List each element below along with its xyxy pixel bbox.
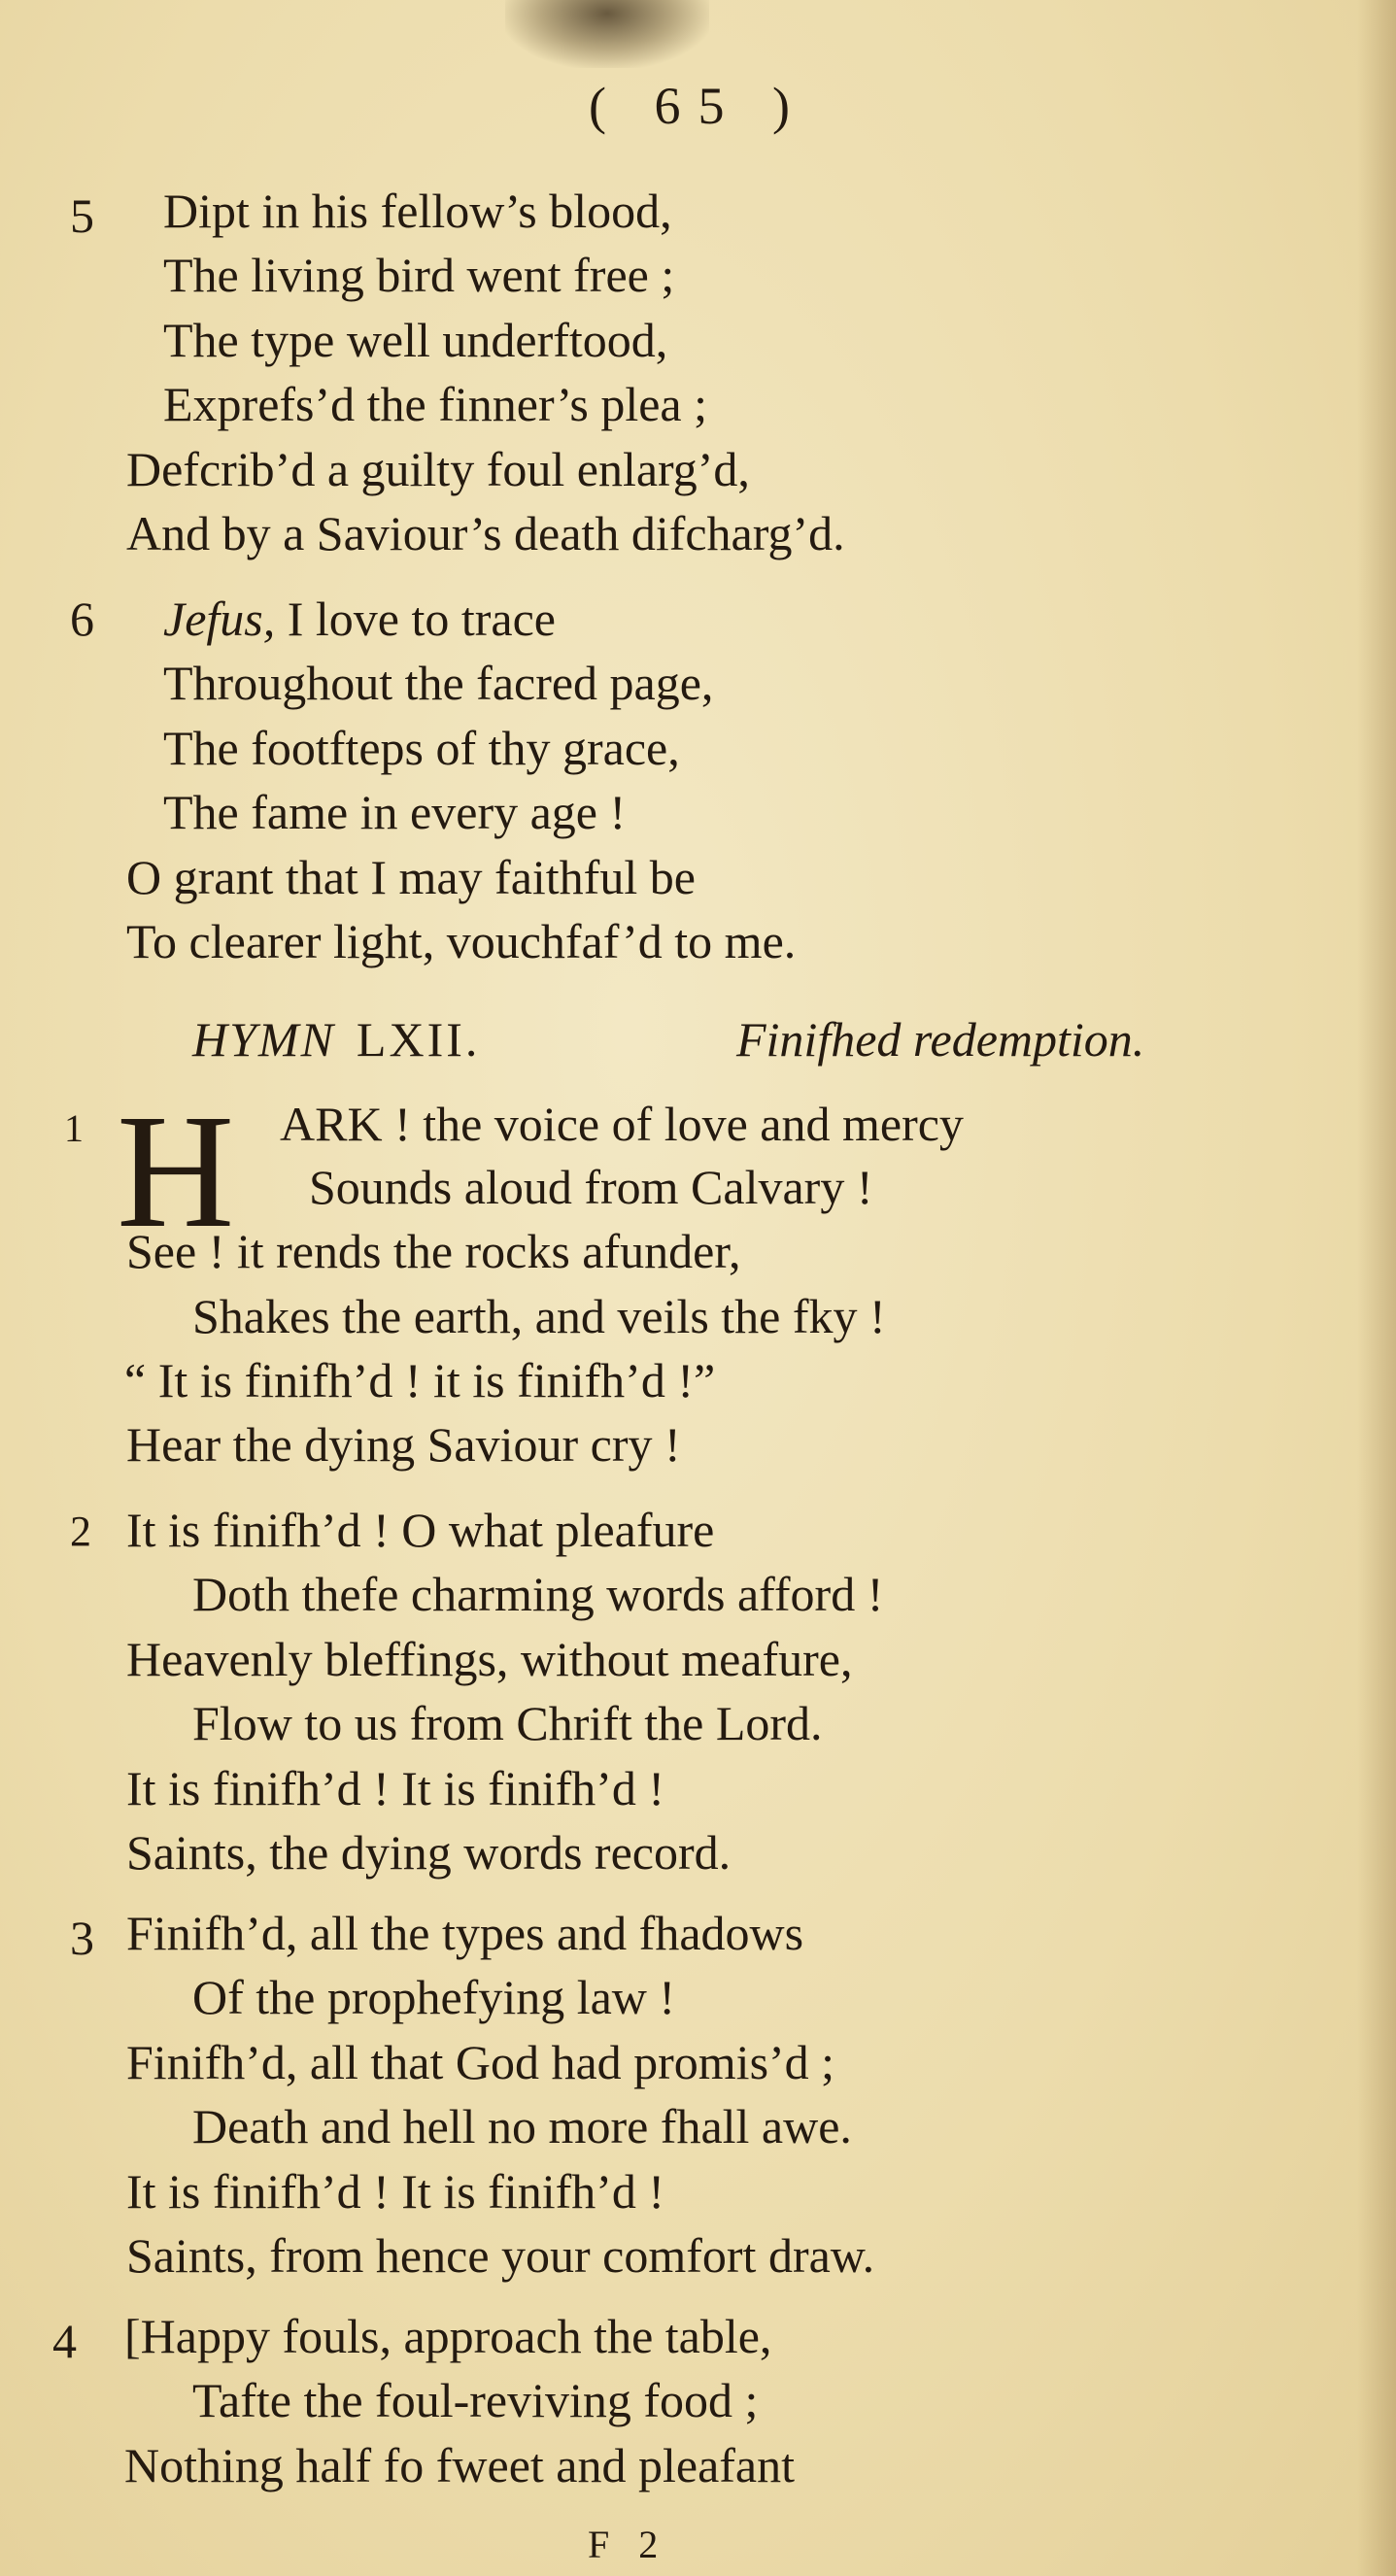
verse-line: And by a Saviour’s death difcharg’d. — [126, 506, 845, 560]
verse-line: Throughout the facred page, — [163, 656, 714, 710]
verse-line: Nothing half fo fweet and pleafant — [124, 2438, 796, 2492]
verse-line: Death and hell no more fhall awe. — [192, 2099, 852, 2153]
verse-line — [163, 592, 556, 646]
verse-line: The type well underftood, — [163, 313, 668, 367]
verse-line: The fame in every age ! — [163, 785, 627, 839]
verse-line: Hear the dying Saviour cry ! — [126, 1417, 681, 1472]
verse-number: 1 — [64, 1106, 84, 1150]
hymn-title — [192, 1012, 1145, 1067]
verse-number: 2 — [70, 1508, 91, 1555]
verse-line: Doth thefe charming words afford ! — [192, 1567, 884, 1621]
page-number-header: ( 65 ) — [589, 77, 807, 135]
verse-line: It is finifh’d ! It is finifh’d ! — [126, 2164, 665, 2219]
hymn-label: HYMN — [192, 1012, 335, 1067]
verse-line: It is finifh’d ! O what pleafure — [126, 1503, 715, 1557]
verse-line: “ It is finifh’d ! it is finifh’d !” — [124, 1353, 716, 1407]
verse-number: 5 — [70, 188, 94, 243]
page-edge-shadow — [1357, 0, 1396, 2576]
verse-line: Of the prophefying law ! — [192, 1970, 676, 2024]
verse-number: 3 — [70, 1911, 94, 1965]
verse-line: Tafte the foul-reviving food ; — [192, 2373, 759, 2427]
drop-cap: H — [117, 1081, 235, 1262]
verse-line: Flow to us from Chrift the Lord. — [192, 1696, 823, 1750]
verse-number: 6 — [70, 592, 94, 646]
verse-line: To clearer light, vouchfaf’d to me. — [126, 914, 797, 968]
signature-mark: F 2 — [588, 2523, 668, 2566]
verse-line: Finifh’d, all the types and fhadows — [126, 1906, 804, 1960]
verse-line: [Happy fouls, approach the table, — [124, 2309, 772, 2363]
hymn-subtitle: Finifhed redemption. — [736, 1012, 1145, 1067]
verse-line: The living bird went free ; — [163, 248, 675, 302]
verse-line: Saints, the dying words record. — [126, 1825, 732, 1880]
verse-line: ARK ! the voice of love and mercy — [280, 1097, 964, 1151]
verse-line: Dipt in his fellow’s blood, — [163, 184, 672, 238]
italic-name: Jefus, — [163, 592, 276, 646]
verse-line: Saints, from hence your comfort draw. — [126, 2228, 875, 2283]
verse-line: O grant that I may faithful be — [126, 850, 696, 904]
verse-line: Finifh’d, all that God had promis’d ; — [126, 2035, 835, 2089]
hymn-number: LXII. — [356, 1012, 481, 1067]
ink-stain — [505, 0, 709, 68]
verse-line: The footfteps of thy grace, — [163, 721, 680, 775]
verse-line-rest: I love to trace — [275, 592, 556, 646]
verse-line: Defcrib’d a guilty foul enlarg’d, — [126, 442, 750, 496]
verse-line: Sounds aloud from Calvary ! — [309, 1160, 873, 1214]
verse-line: Exprefs’d the finner’s plea ; — [163, 377, 707, 431]
verse-number: 4 — [52, 2314, 77, 2368]
verse-line: Shakes the earth, and veils the fky ! — [192, 1289, 886, 1343]
verse-line: See ! it rends the rocks afunder, — [126, 1224, 741, 1278]
verse-line: It is finifh’d ! It is finifh’d ! — [126, 1761, 665, 1815]
verse-line: Heavenly bleffings, without meafure, — [126, 1632, 853, 1686]
